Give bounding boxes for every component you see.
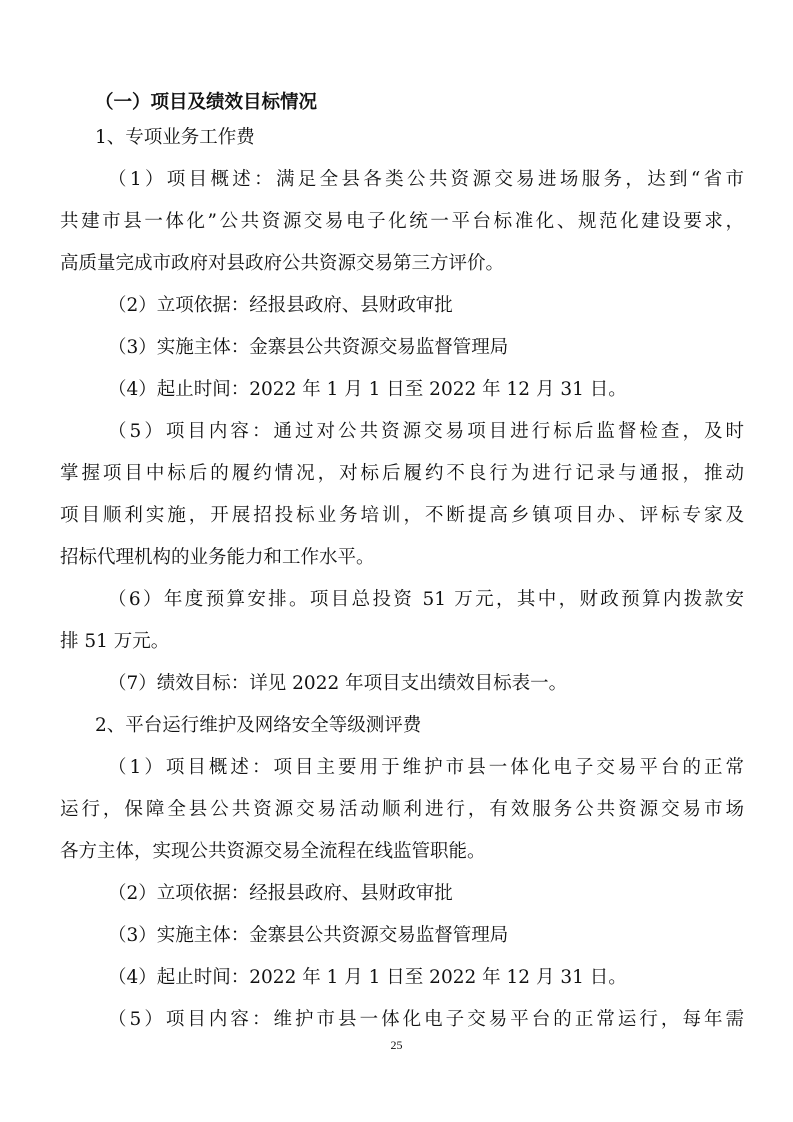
project2-basis: （2）立项依据：经报县政府、县财政审批 <box>108 883 453 904</box>
project1-period: （4）起止时间：2022 年 1 月 1 日至 2022 年 12 月 31 日。 <box>108 379 627 400</box>
project1-overview-line-2: 共建市县一体化”公共资源交易电子化统一平台标准化、规范化建设要求， <box>60 211 744 232</box>
project2-overview-line-3: 各方主体，实现公共资源交易全流程在线监管职能。 <box>60 841 486 862</box>
project1-basis: （2）立项依据：经报县政府、县财政审批 <box>108 295 453 316</box>
project2-title: 2、平台运行维护及网络安全等级测评费 <box>95 715 422 736</box>
project2-overview-line-2: 运行，保障全县公共资源交易活动顺利进行，有效服务公共资源交易市场 <box>60 799 744 820</box>
project1-content-line-4: 招标代理机构的业务能力和工作水平。 <box>60 547 375 568</box>
project1-overview-line-3: 高质量完成市政府对县政府公共资源交易第三方评价。 <box>60 253 505 274</box>
project2-entity: （3）实施主体：金寨县公共资源交易监督管理局 <box>108 925 509 946</box>
project1-title: 1、专项业务工作费 <box>95 127 255 148</box>
page-number: 25 <box>390 1038 403 1052</box>
project1-entity: （3）实施主体：金寨县公共资源交易监督管理局 <box>108 337 509 358</box>
project1-overview-line-1: （1）项目概述：满足全县各类公共资源交易进场服务，达到“省市 <box>108 169 744 190</box>
project1-content-line-1: （5）项目内容：通过对公共资源交易项目进行标后监督检查，及时 <box>108 421 744 442</box>
project2-overview-line-1: （1）项目概述：项目主要用于维护市县一体化电子交易平台的正常 <box>108 757 744 778</box>
project2-period: （4）起止时间：2022 年 1 月 1 日至 2022 年 12 月 31 日。 <box>108 967 627 988</box>
project2-content-line-1: （5）项目内容：维护市县一体化电子交易平台的正常运行，每年需 <box>108 1009 744 1030</box>
project1-content-line-3: 项目顺利实施，开展招投标业务培训，不断提高乡镇项目办、评标专家及 <box>60 505 744 526</box>
project1-budget-line-2: 排 51 万元。 <box>60 631 170 652</box>
section-heading: （一）项目及绩效目标情况 <box>95 92 318 113</box>
project1-content-line-2: 掌握项目中标后的履约情况，对标后履约不良行为进行记录与通报，推动 <box>60 463 744 484</box>
project1-targets: （7）绩效目标：详见 2022 年项目支出绩效目标表一。 <box>108 673 568 694</box>
project1-budget-line-1: （6）年度预算安排。项目总投资 51 万元，其中，财政预算内拨款安 <box>108 589 744 610</box>
